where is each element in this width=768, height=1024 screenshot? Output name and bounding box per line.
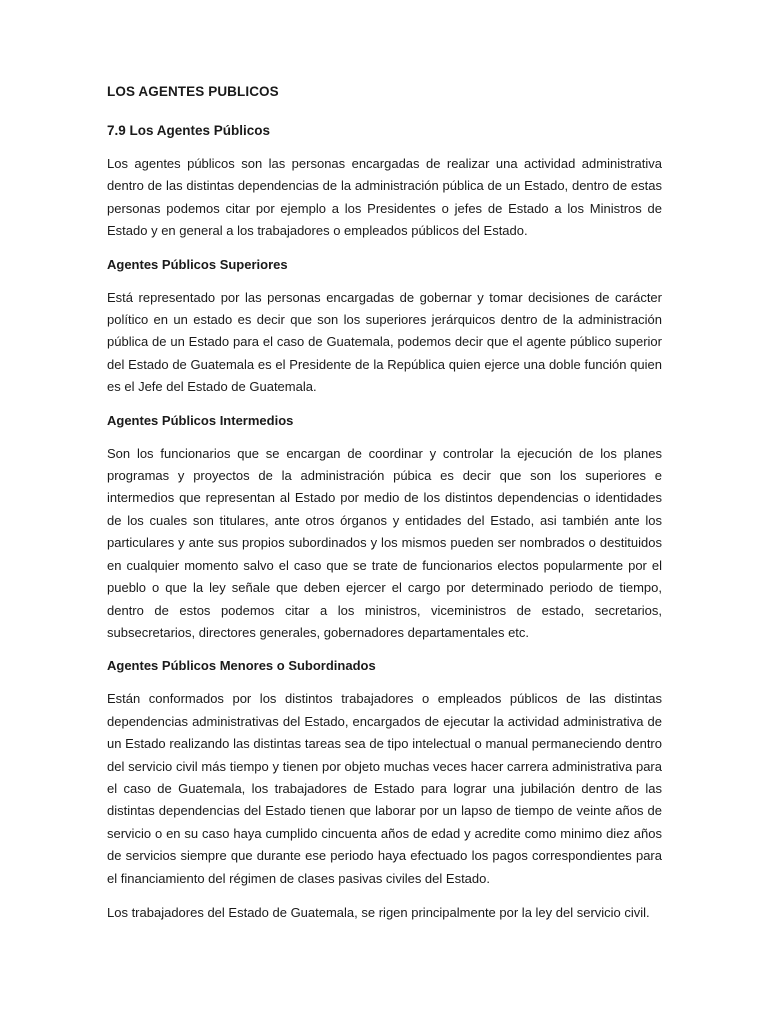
subheading-superiores: Agentes Públicos Superiores [107,256,288,272]
paragraph-menores: Están conformados por los distintos trabajadores o empleados públicos de las distintas dependencias administrativas del Estado, encargados de ejecutar la actividad administrativa de un Estado realizando las distintas tareas sea de tipo intelectual o manual permaneciendo dentro del servicio civil más tiempo y tienen por objeto muchas veces hacer carrera administrativa para el caso de Guatemala, los trabajadores de Estado para lograr una jubilación dentro de las distintas dependencias del Estado tienen que laborar por un lapso de tiempo de veinte años de servicio o en su caso haya cumplido cincuenta años de edad y acredite como minimo diez años de servicios siempre que durante ese periodo haya efectuado los pagos correspondientes para el financiamiento del régimen de clases pasivas civiles del Estado. [107,691,662,886]
paragraph-intermedios: Son los funcionarios que se encargan de coordinar y controlar la ejecución de los planes programas y proyectos de la administración púbica es decir que son los superiores e intermedios que representan al Estado por medio de los distintos dependencias o identidades de los cuales son titulares, ante otros órganos y entidades del Estado, asi también ante los particulares y ante sus propios subordinados y los mismos pueden ser nombrados o destituidos en cualquier momento salvo el caso que se trate de funcionarios electos popularmente por el pueblo o que la ley señale que deben ejercer el cargo por determinado periodo de tiempo, dentro de estos podemos citar a los ministros, viceministros de estado, secretarios, subsecretarios, directores generales, gobernadores departamentales etc. [107,445,662,640]
document-page [107,82,662,924]
closing-paragraph: Los trabajadores del Estado de Guatemala, se rigen principalmente por la ley del servicio civil. [107,904,650,920]
paragraph-superiores: Está representado por las personas encargadas de gobernar y tomar decisiones de carácter político en un estado es decir que son los superiores jerárquicos dentro de la administración pública de un Estado para el caso de Guatemala, podemos decir que el agente público superior del Estado de Guatemala es el Presidente de la República quien ejerce una doble función quien es el Jefe del Estado de Guatemala. [107,289,662,395]
section-heading: 7.9 Los Agentes Públicos [107,123,271,138]
intro-paragraph: Los agentes públicos son las personas encargadas de realizar una actividad administrativa dentro de las distintas dependencias de la administración pública de un Estado, dentro de estas personas podemos citar por ejemplo a los Presidentes o jefes de Estado a los Ministros de Estado y en general a los trabajadores o empleados públicos del Estado. [107,156,662,239]
document-title: LOS AGENTES PUBLICOS [107,84,279,99]
subheading-intermedios: Agentes Públicos Intermedios [107,412,294,428]
subheading-menores: Agentes Públicos Menores o Subordinados [107,658,376,674]
